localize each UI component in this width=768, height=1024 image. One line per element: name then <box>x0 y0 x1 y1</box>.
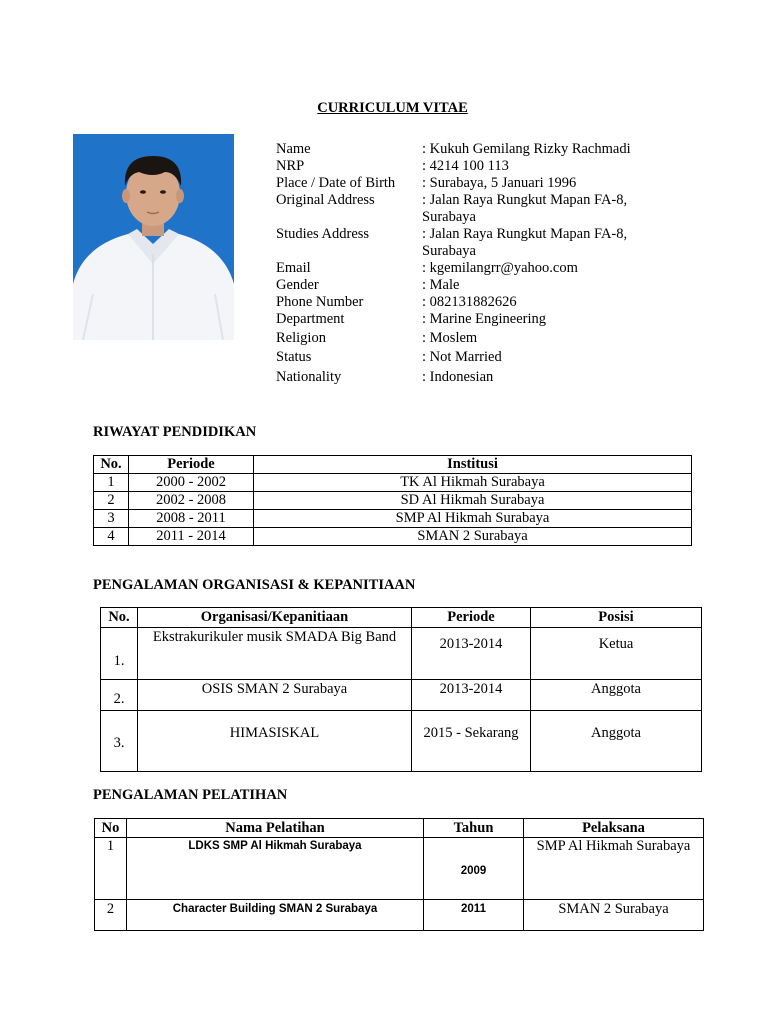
info-row-department: Department : Marine Engineering <box>276 311 547 327</box>
table-row: 2. OSIS SMAN 2 Surabaya 2013-2014 Anggota <box>101 680 702 711</box>
table-row: 1. Ekstrakurikuler musik SMADA Big Band 2013-2014 Ketua <box>101 628 702 680</box>
organization-table <box>100 607 702 772</box>
table-row: 2 2002 - 2008 SD Al Hikmah Surabaya <box>94 492 692 510</box>
info-row-birth: Place / Date of Birth : Surabaya, 5 Januari 1996 <box>276 175 577 191</box>
training-table <box>94 818 704 931</box>
table-header-row: No. Organisasi/Kepanitiaan Periode Posisi <box>101 608 702 628</box>
table-row: 3 2008 - 2011 SMP Al Hikmah Surabaya <box>94 510 692 528</box>
personal-info <box>276 141 676 386</box>
info-row-studies-address: Studies Address : Jalan Raya Rungkut Mapan FA-8, Surabaya <box>276 226 628 259</box>
organization-heading: PENGALAMAN ORGANISASI & KEPANITIAAN <box>93 577 416 593</box>
education-heading: RIWAYAT PENDIDIKAN <box>93 424 257 440</box>
table-row: 3. HIMASISKAL 2015 - Sekarang Anggota <box>101 711 702 772</box>
info-row-status: Status : Not Married <box>276 349 502 365</box>
education-table <box>93 455 692 546</box>
profile-photo <box>73 134 234 340</box>
info-row-nrp: NRP : 4214 100 113 <box>276 158 509 174</box>
table-header-row: No. Periode Institusi <box>94 456 692 474</box>
table-header-row: No Nama Pelatihan Tahun Pelaksana <box>95 819 704 838</box>
table-row: 2 Character Building SMAN 2 Surabaya 2011 SMAN 2 Surabaya <box>95 900 704 931</box>
info-row-name: Name : Kukuh Gemilang Rizky Rachmadi <box>276 141 631 157</box>
info-row-religion: Religion : Moslem <box>276 330 478 346</box>
table-row: 1 2000 - 2002 TK Al Hikmah Surabaya <box>94 474 692 492</box>
info-row-original-address: Original Address : Jalan Raya Rungkut Mapan FA-8, Surabaya <box>276 192 628 225</box>
info-row-nationality: Nationality : Indonesian <box>276 369 494 385</box>
info-row-gender: Gender : Male <box>276 277 460 293</box>
info-row-phone: Phone Number : 082131882626 <box>276 294 517 310</box>
cv-title: CURRICULUM VITAE <box>317 100 468 116</box>
table-row: 1 LDKS SMP Al Hikmah Surabaya 2009 SMP Al Hikmah Surabaya <box>95 838 704 900</box>
training-heading: PENGALAMAN PELATIHAN <box>93 787 288 803</box>
info-row-email: Email : kgemilangrr@yahoo.com <box>276 260 578 276</box>
table-row: 4 2011 - 2014 SMAN 2 Surabaya <box>94 528 692 546</box>
